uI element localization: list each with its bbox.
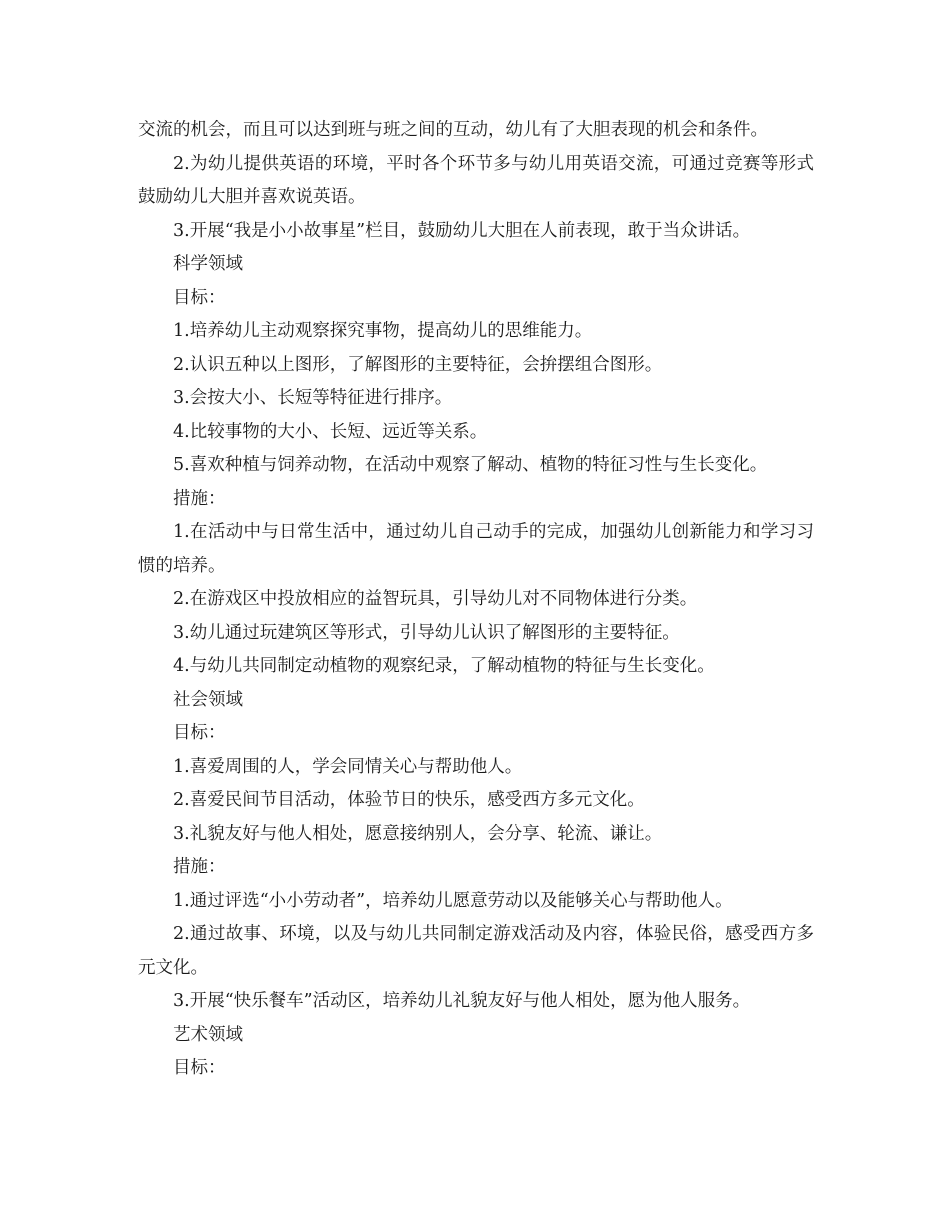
paragraph: 3.开展“我是小小故事星”栏目，鼓励幼儿大胆在人前表现，敢于当众讲话。 — [173, 220, 751, 241]
paragraph: 2.为幼儿提供英语的环境，平时各个环节多与幼儿用英语交流，可通过竞赛等形式鼓励幼儿大胆并喜欢说英语。 — [138, 153, 814, 207]
list-item: 1.培养幼儿主动观察探究事物，提高幼儿的思维能力。 — [173, 321, 593, 341]
list-item: 2.在游戏区中投放相应的益智玩具，引导幼儿对不同物体进行分类。 — [173, 589, 698, 609]
list-item: 5.喜欢种植与饲养动物，在活动中观察了解动、植物的特征习性与生长变化。 — [173, 455, 768, 475]
list-item: 3.幼儿通过玩建筑区等形式，引导幼儿认识了解图形的主要特征。 — [173, 622, 680, 643]
document-body — [138, 114, 814, 1086]
section-heading-social: 社会领域 — [173, 689, 243, 710]
list-item: 3.开展“快乐餐车”活动区，培养幼儿礼貌友好与他人相处，愿为他人服务。 — [173, 991, 751, 1011]
list-item: 2.认识五种以上图形，了解图形的主要特征，会拚摆组合图形。 — [173, 354, 663, 375]
subheading-measures: 措施： — [173, 857, 226, 877]
paragraph-continuation: 交流的机会，而且可以达到班与班之间的互动，幼儿有了大胆表现的机会和条件。 — [138, 120, 768, 140]
subheading-measures: 措施： — [173, 488, 226, 509]
list-item: 1.喜爱周围的人，学会同情关心与帮助他人。 — [173, 756, 523, 777]
subheading-goals: 目标： — [173, 1058, 226, 1078]
list-item: 4.比较事物的大小、长短、远近等关系。 — [173, 421, 488, 442]
list-item: 2.喜爱民间节目活动，体验节日的快乐，感受西方多元文化。 — [173, 790, 645, 810]
subheading-goals: 目标： — [173, 287, 226, 308]
section-heading-art: 艺术领域 — [173, 1024, 243, 1045]
list-item: 2.通过故事、环境，以及与幼儿共同制定游戏活动及内容，体验民俗，感受西方多元文化。 — [138, 924, 814, 978]
list-item: 3.会按大小、长短等特征进行排序。 — [173, 388, 453, 408]
section-heading-science: 科学领域 — [173, 254, 243, 274]
subheading-goals: 目标： — [173, 723, 226, 743]
list-item: 4.与幼儿共同制定动植物的观察纪录，了解动植物的特征与生长变化。 — [173, 656, 715, 676]
list-item: 1.通过评选“小小劳动者”，培养幼儿愿意劳动以及能够关心与帮助他人。 — [173, 890, 733, 911]
list-item: 1.在活动中与日常生活中，通过幼儿自己动手的完成，加强幼儿创新能力和学习习惯的培养。 — [138, 522, 814, 576]
list-item: 3.礼貌友好与他人相处，愿意接纳别人，会分享、轮流、谦让。 — [173, 823, 663, 844]
